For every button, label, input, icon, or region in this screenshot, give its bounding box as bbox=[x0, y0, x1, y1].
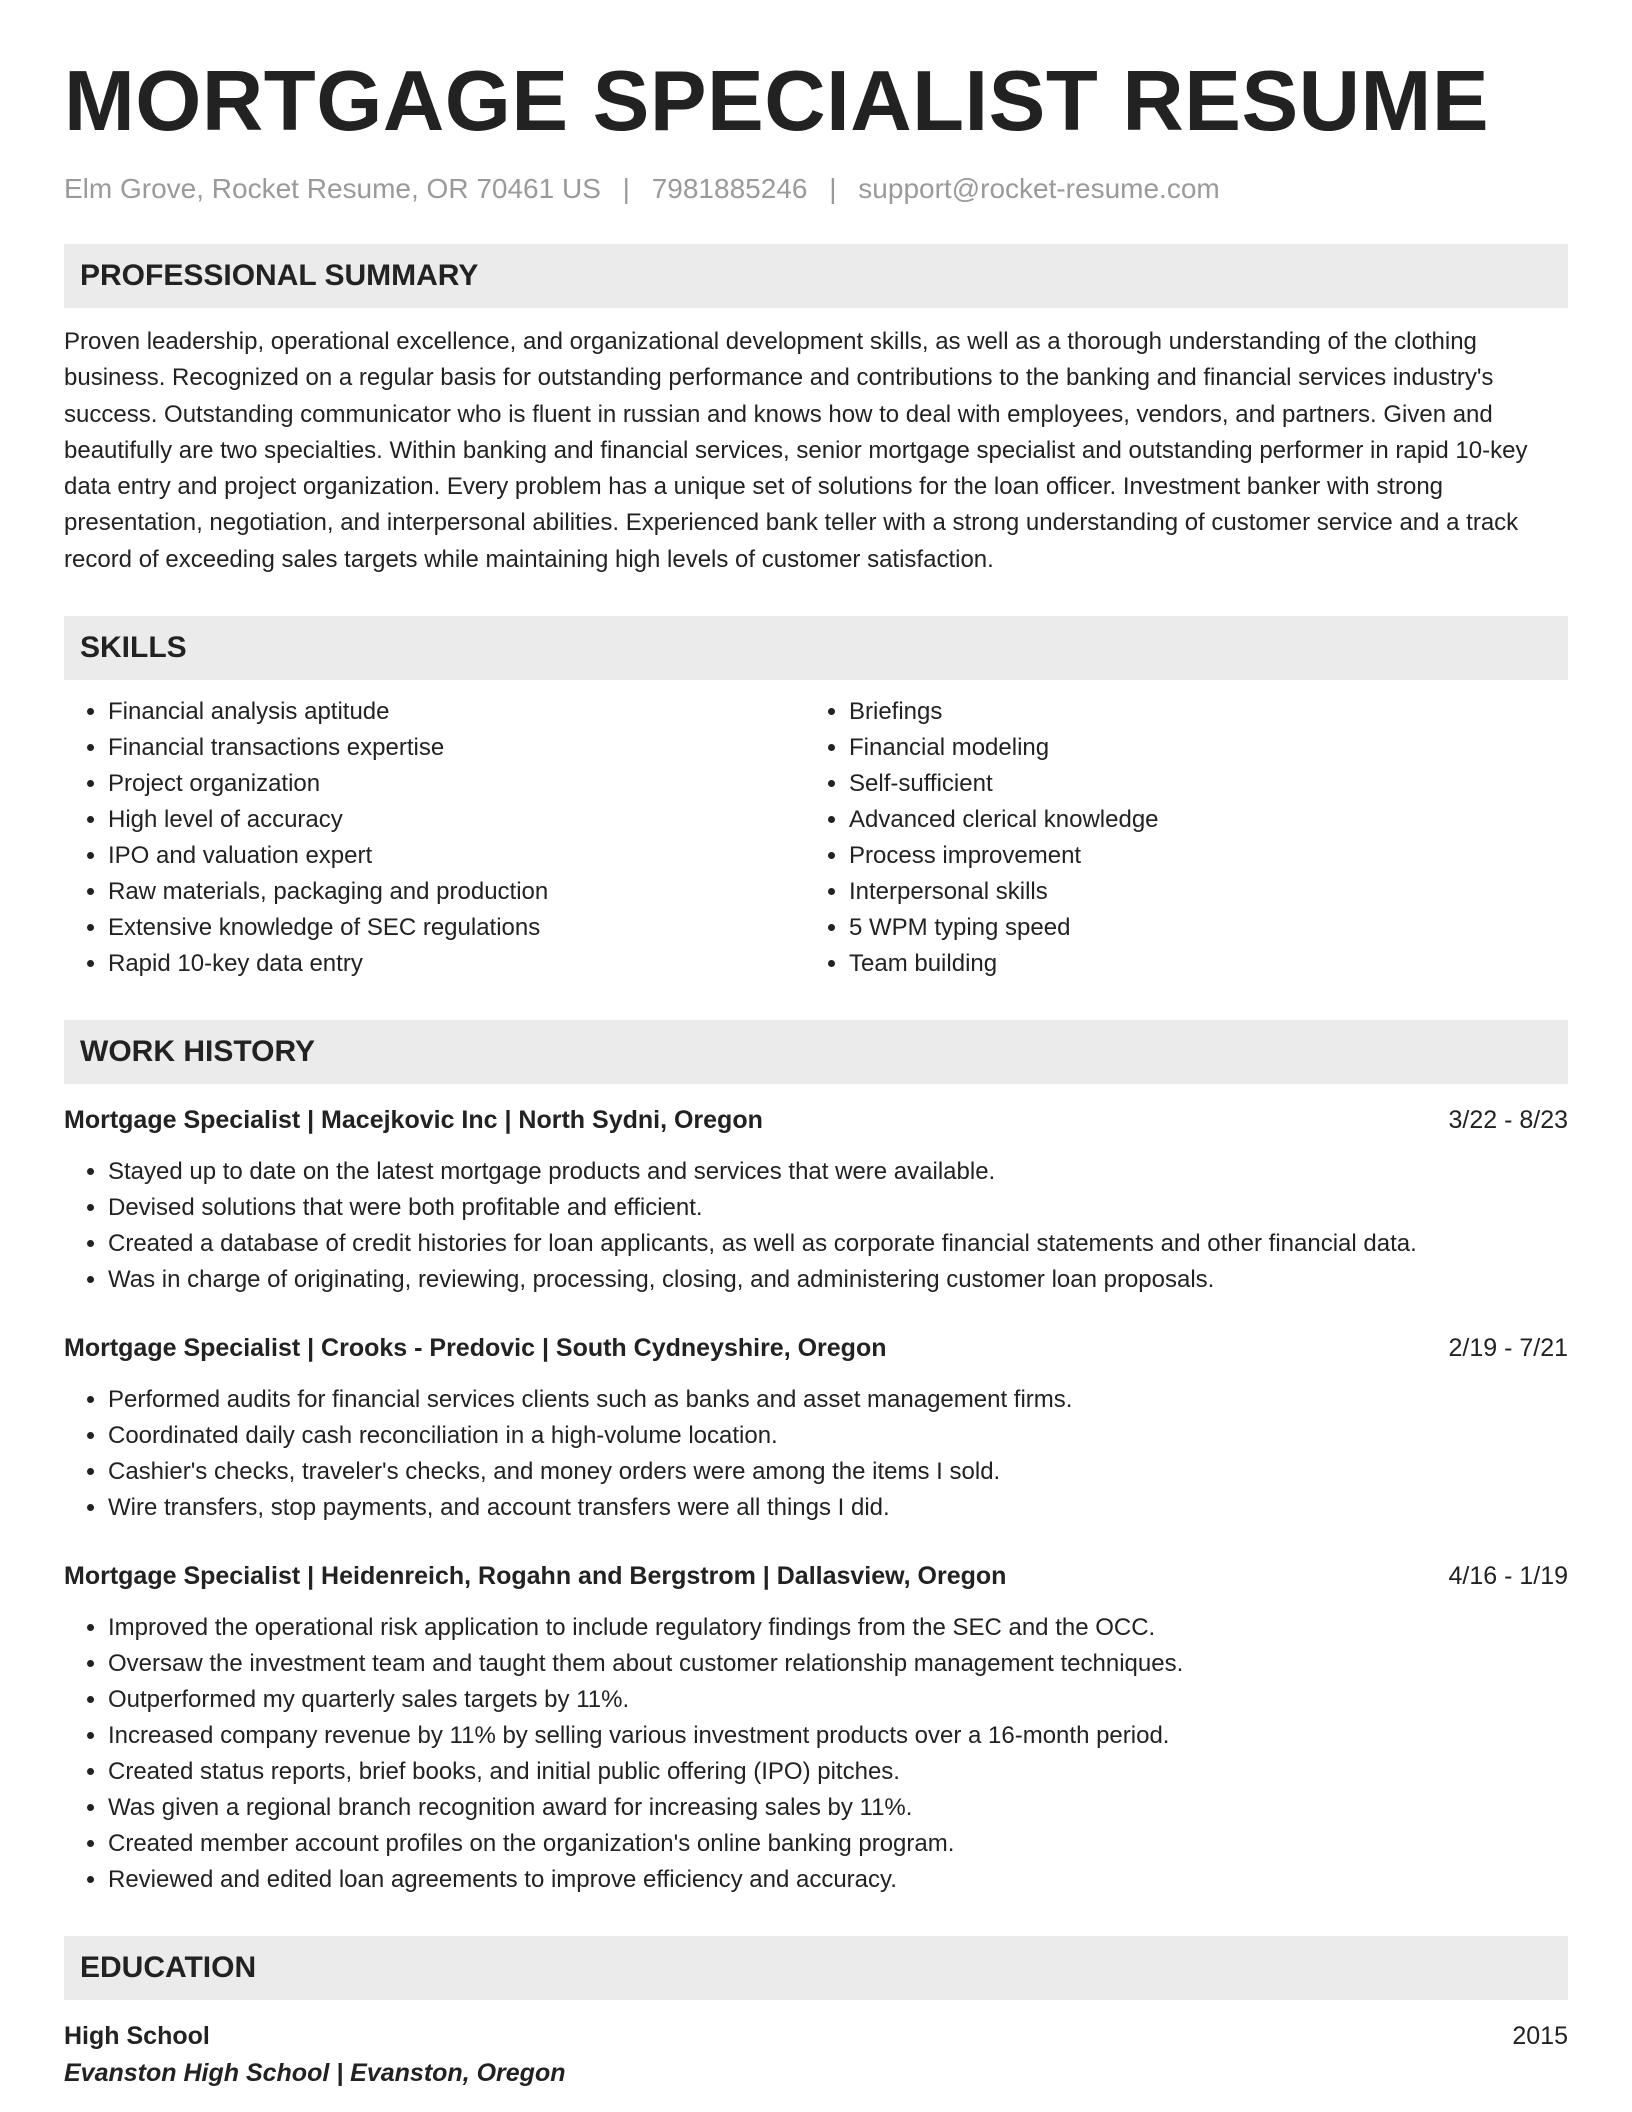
job-bullet: • Coordinated daily cash reconciliation in a high-volume location. bbox=[108, 1418, 1568, 1454]
job-bullet: • Created member account profiles on the organization's online banking program. bbox=[108, 1826, 1568, 1862]
education-year: 2015 bbox=[1512, 2022, 1568, 2051]
job-bullet: • Improved the operational risk application to include regulatory findings from the SEC and the OCC. bbox=[108, 1610, 1568, 1646]
job-bullet: • Was in charge of originating, reviewing, processing, closing, and administering customer loan proposals. bbox=[108, 1262, 1568, 1298]
skill-item: • 5 WPM typing speed bbox=[849, 910, 1546, 946]
education-header bbox=[64, 2018, 1568, 2054]
skill-item: • High level of accuracy bbox=[108, 802, 805, 838]
skills-list bbox=[64, 694, 1568, 982]
section-header-summary: PROFESSIONAL SUMMARY bbox=[64, 244, 1568, 308]
job-bullet: • Created status reports, brief books, and initial public offering (IPO) pitches. bbox=[108, 1754, 1568, 1790]
job-bullet: • Performed audits for financial services clients such as banks and asset management firms. bbox=[108, 1382, 1568, 1418]
skill-item: • Financial modeling bbox=[849, 730, 1546, 766]
contact-email: support@rocket-resume.com bbox=[858, 173, 1220, 204]
job-bullet: • Wire transfers, stop payments, and account transfers were all things I did. bbox=[108, 1490, 1568, 1526]
education-degree: High School bbox=[64, 2022, 210, 2051]
section-header-work-history: WORK HISTORY bbox=[64, 1020, 1568, 1084]
skills-column-left bbox=[64, 694, 805, 982]
summary-text: Proven leadership, operational excellence, and organizational development skills, as well as a thorough understanding of the clothing business. Recognized on a regular basis for outstanding performance and contributions to the banking and financial services industry's success. Outstanding communicator who is fluent in russian and knows how to deal with employees, vendors, and partners. Given and beautifully are two specialties. Within banking and financial services, senior mortgage specialist and outstanding performer in rapid 10-key data entry and project organization. Every problem has a unique set of solutions for the loan officer. Investment banker with strong presentation, negotiation, and interpersonal abilities. Experienced bank teller with a strong understanding of customer service and a track record of exceeding sales targets while maintaining high levels of customer satisfaction. bbox=[64, 328, 1528, 573]
job-dates: 2/19 - 7/21 bbox=[1448, 1334, 1568, 1363]
job-title: Mortgage Specialist | Macejkovic Inc | North Sydni, Oregon bbox=[64, 1106, 763, 1135]
skill-item: • Raw materials, packaging and production bbox=[108, 874, 805, 910]
job-header bbox=[64, 1330, 1568, 1366]
job-bullet: • Stayed up to date on the latest mortgage products and services that were available. bbox=[108, 1154, 1568, 1190]
education-entry bbox=[64, 2018, 1568, 2091]
job-header bbox=[64, 1558, 1568, 1594]
skill-item: • Interpersonal skills bbox=[849, 874, 1546, 910]
section-header-education: EDUCATION bbox=[64, 1936, 1568, 2000]
job-entry bbox=[64, 1102, 1568, 1298]
skills-column-right bbox=[805, 694, 1546, 982]
skill-item: • Team building bbox=[849, 946, 1546, 982]
skill-item: • Process improvement bbox=[849, 838, 1546, 874]
contact-address: Elm Grove, Rocket Resume, OR 70461 US bbox=[64, 173, 601, 204]
job-title: Mortgage Specialist | Heidenreich, Rogahn and Bergstrom | Dallasview, Oregon bbox=[64, 1562, 1007, 1591]
job-bullet: • Increased company revenue by 11% by selling various investment products over a 16-month period. bbox=[108, 1718, 1568, 1754]
contact-phone: 7981885246 bbox=[651, 173, 808, 204]
job-bullets bbox=[64, 1610, 1568, 1898]
skill-item: • Project organization bbox=[108, 766, 805, 802]
contact-separator: | bbox=[622, 173, 630, 204]
skill-item: • IPO and valuation expert bbox=[108, 838, 805, 874]
job-header bbox=[64, 1102, 1568, 1138]
contact-line bbox=[64, 172, 1568, 206]
skill-item: • Advanced clerical knowledge bbox=[849, 802, 1546, 838]
skill-item: • Financial transactions expertise bbox=[108, 730, 805, 766]
job-entry bbox=[64, 1330, 1568, 1526]
job-bullet: • Devised solutions that were both profitable and efficient. bbox=[108, 1190, 1568, 1226]
skill-item: • Extensive knowledge of SEC regulations bbox=[108, 910, 805, 946]
skill-item: • Self-sufficient bbox=[849, 766, 1546, 802]
job-bullet: • Was given a regional branch recognition award for increasing sales by 11%. bbox=[108, 1790, 1568, 1826]
resume-title: MORTGAGE SPECIALIST RESUME bbox=[64, 54, 1490, 149]
section-header-skills: SKILLS bbox=[64, 616, 1568, 680]
skill-item: • Briefings bbox=[849, 694, 1546, 730]
education-school: Evanston High School | Evanston, Oregon bbox=[64, 2059, 566, 2088]
job-bullet: • Reviewed and edited loan agreements to improve efficiency and accuracy. bbox=[108, 1862, 1568, 1898]
job-bullet: • Cashier's checks, traveler's checks, and money orders were among the items I sold. bbox=[108, 1454, 1568, 1490]
job-bullet: • Outperformed my quarterly sales targets by 11%. bbox=[108, 1682, 1568, 1718]
skill-item: • Rapid 10-key data entry bbox=[108, 946, 805, 982]
job-dates: 3/22 - 8/23 bbox=[1448, 1106, 1568, 1135]
job-entry bbox=[64, 1558, 1568, 1898]
skill-item: • Financial analysis aptitude bbox=[108, 694, 805, 730]
job-bullet: • Created a database of credit histories for loan applicants, as well as corporate financial statements and other financial data. bbox=[108, 1226, 1568, 1262]
job-title: Mortgage Specialist | Crooks - Predovic | South Cydneyshire, Oregon bbox=[64, 1334, 887, 1363]
job-bullets bbox=[64, 1382, 1568, 1526]
job-bullet: • Oversaw the investment team and taught them about customer relationship management techniques. bbox=[108, 1646, 1568, 1682]
job-dates: 4/16 - 1/19 bbox=[1448, 1562, 1568, 1591]
contact-separator: | bbox=[829, 173, 837, 204]
job-bullets bbox=[64, 1154, 1568, 1298]
